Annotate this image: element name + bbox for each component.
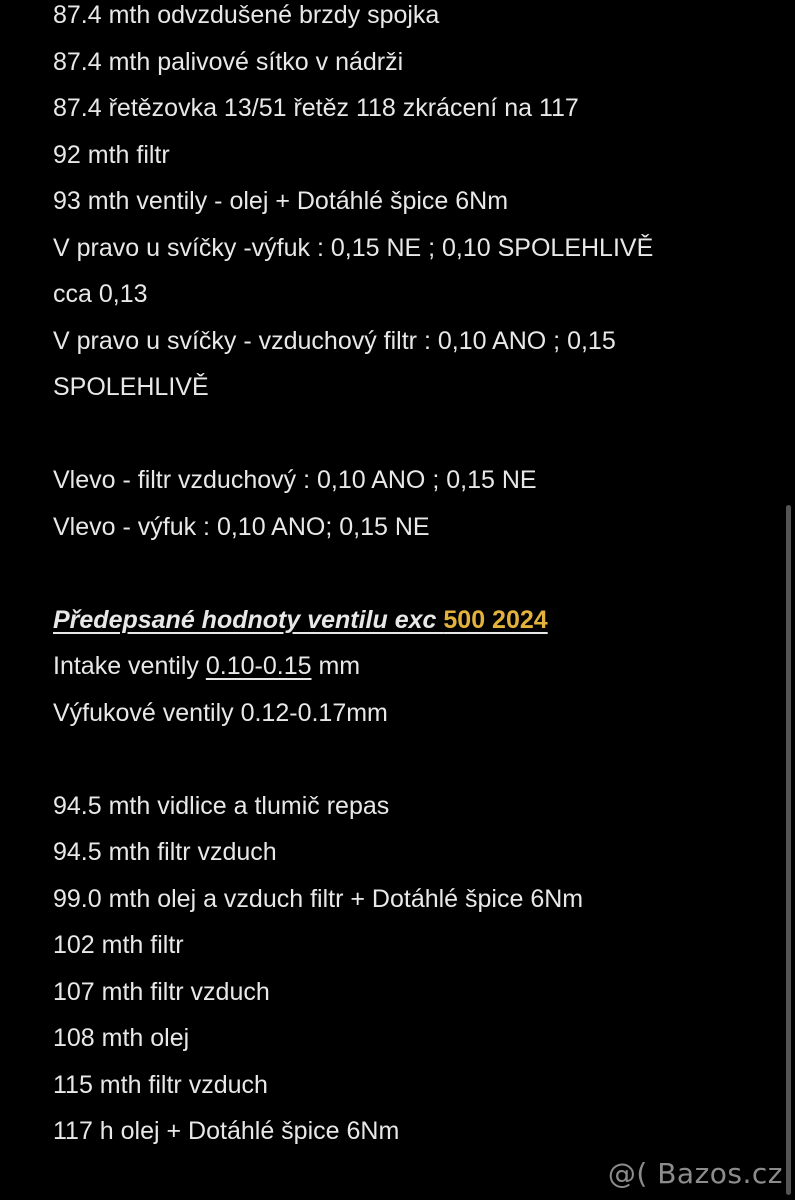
note-line-15: 102 mth filtr	[53, 931, 184, 959]
note-line-14: 99.0 mth olej a vzduch filtr + Dotáhlé špice 6Nm	[53, 884, 584, 913]
section-heading	[53, 597, 753, 644]
section-heading-accent: 500 2024	[443, 605, 548, 634]
blank-line	[53, 736, 753, 783]
note-line-3: 87.4 řetězovka 13/51 řetěz 118 zkrácení na 117	[53, 94, 579, 122]
note-line-7: cca 0,13	[53, 280, 148, 308]
blank-line	[53, 550, 753, 597]
intake-suffix: mm	[311, 652, 361, 680]
section-heading-text	[53, 606, 548, 634]
blank-line	[53, 411, 753, 458]
note-line-11: Vlevo - výfuk : 0,10 ANO; 0,15 NE	[53, 512, 430, 541]
intake-value-link[interactable]: 0.10-0.15	[205, 652, 312, 680]
note-line-5: 93 mth ventily - olej + Dotáhlé špice 6Nm	[53, 187, 509, 215]
note-line-13: 94.5 mth filtr vzduch	[53, 838, 277, 866]
note-line-10: Vlevo - filtr vzduchový : 0,10 ANO ; 0,15 NE	[53, 466, 537, 494]
intake-prefix: Intake ventily	[53, 652, 206, 680]
note-line-18: 115 mth filtr vzduch	[53, 1070, 268, 1099]
note-line-1: 87.4 mth odvzdušené brzdy spojka	[53, 1, 440, 29]
scrollbar[interactable]	[786, 505, 791, 1195]
note-body	[53, 0, 753, 1155]
note-line-16: 107 mth filtr vzduch	[53, 977, 270, 1006]
note-line-4: 92 mth filtr	[53, 140, 170, 169]
note-line-12: 94.5 mth vidlice a tlumič repas	[53, 791, 390, 820]
note-line-6: V pravo u svíčky -výfuk : 0,15 NE ; 0,10 SPOLEHLIVĚ	[53, 233, 654, 262]
note-line-9: SPOLEHLIVĚ	[53, 373, 209, 401]
section-heading-label: Předepsané hodnoty ventilu exc	[53, 605, 444, 634]
note-line-8: V pravo u svíčky - vzduchový filtr : 0,10 ANO ; 0,15	[53, 326, 616, 355]
note-line-2: 87.4 mth palivové sítko v nádrži	[53, 47, 404, 76]
exhaust-line: Výfukové ventily 0.12-0.17mm	[53, 698, 388, 727]
note-line-17: 108 mth olej	[53, 1024, 190, 1052]
note-line-19: 117 h olej + Dotáhlé špice 6Nm	[53, 1117, 400, 1145]
watermark-logo: @( Bazos.cz	[607, 1157, 783, 1190]
intake-line	[53, 643, 753, 690]
